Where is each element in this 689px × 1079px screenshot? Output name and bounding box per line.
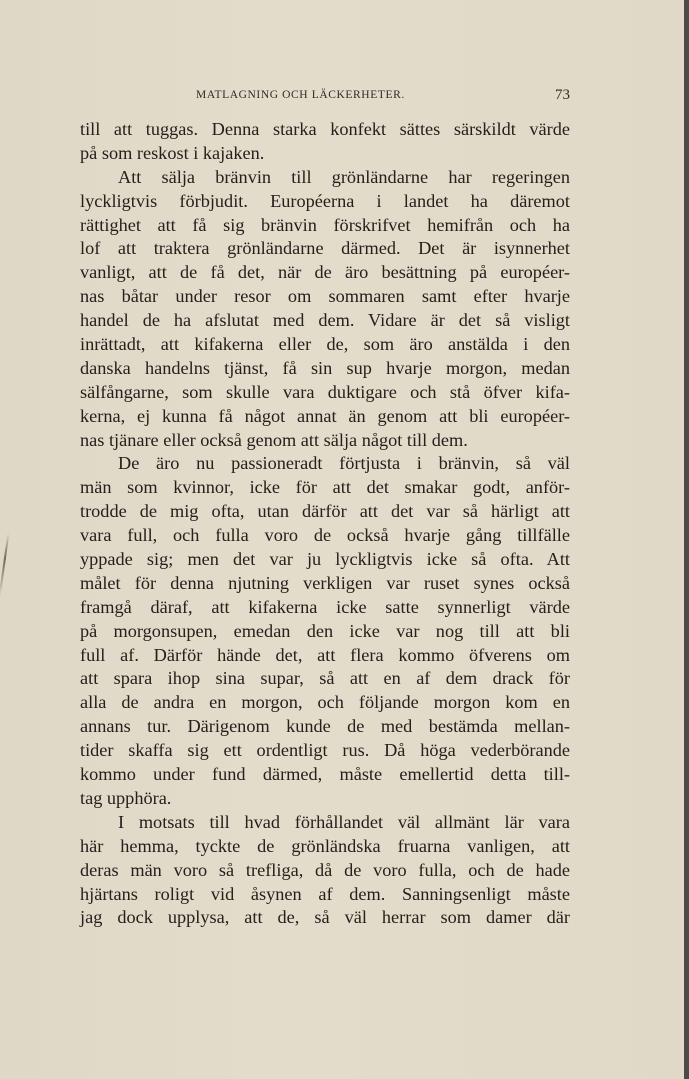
running-title: MATLAGNING OCH LÄCKERHETER.	[196, 89, 405, 101]
text-line: danska handelns tjänst, få sin sup hvarje morgon, medan	[80, 357, 570, 378]
text-line: tag upphöra.	[80, 787, 172, 808]
text-line: deras män voro så trefliga, då de voro fulla, och de hade	[80, 859, 570, 880]
text-line: nas tjänare eller också genom att sälja något till dem.	[80, 429, 468, 450]
text-line: på som reskost i kajaken.	[80, 142, 265, 163]
text-line: framgå däraf, att kifakerna icke satte synnerligt värde	[80, 596, 570, 617]
text-line: trodde de mig ofta, utan därför att det var så härligt att	[80, 501, 570, 522]
text-line: I motsats till hvad förhållandet väl allmänt lär vara	[118, 811, 570, 832]
text-line: vanligt, att de få det, när de äro besättning på européer-	[80, 262, 570, 283]
text-line: hjärtans roligt vid åsynen af dem. Sanningsenligt måste	[80, 883, 570, 904]
body-text	[80, 118, 570, 930]
text-line: rättighet att få sig bränvin förskrifvet hemifrån och ha	[80, 214, 570, 235]
text-line: yppade sig; men det var ju lyckligtvis icke så ofta. Att	[80, 549, 570, 570]
text-line: män som kvinnor, icke för att det smakar godt, anför-	[80, 477, 570, 498]
text-line: inrättadt, att kifakerna eller de, som äro anstälda i den	[80, 334, 570, 355]
text-line: full af. Därför hände det, att flera kommo öfverens om	[80, 644, 570, 665]
margin-pencil-mark	[0, 533, 9, 597]
running-head	[80, 89, 570, 107]
text-line: kommo under fund därmed, måste emellertid detta till-	[80, 764, 570, 785]
text-line: alla de andra en morgon, och följande morgon kom en	[80, 692, 570, 713]
text-line: här hemma, tyckte de grönländska fruarna vanligen, att	[80, 835, 570, 856]
text-line: kerna, ej kunna få något annat än genom att bli européer-	[80, 405, 570, 426]
text-line: lyckligtvis förbjudit. Européerna i landet ha däremot	[80, 190, 570, 211]
text-line: nas båtar under resor om sommaren samt efter hvarje	[80, 286, 570, 307]
text-line: till att tuggas. Denna starka konfekt sättes särskildt värde	[80, 119, 570, 139]
text-line: annans tur. Därigenom kunde de med bestämda mellan-	[80, 716, 570, 737]
text-line: tider skaffa sig ett ordentligt rus. Då höga vederbörande	[80, 740, 570, 761]
text-line: De äro nu passioneradt förtjusta i bränvin, så väl	[118, 453, 570, 474]
text-line: att spara ihop sina supar, så att en af dem drack för	[80, 668, 570, 689]
text-line: handel de ha afslutat med dem. Vidare är det så visligt	[80, 310, 570, 331]
page-edge	[684, 0, 689, 1079]
text-line: jag dock upplysa, att de, så väl herrar som damer där	[80, 907, 570, 928]
text-line: sälfångarne, som skulle vara duktigare och stå öfver kifa-	[80, 381, 570, 402]
text-line: vara full, och fulla voro de också hvarje gång tillfälle	[80, 525, 570, 546]
text-line: på morgonsupen, emedan den icke var nog till att bli	[80, 620, 570, 641]
text-line: målet för denna njutning verkligen var ruset synes också	[80, 572, 570, 593]
page-number: 73	[555, 87, 570, 103]
text-line: lof att traktera grönländarne därmed. Det är isynnerhet	[80, 238, 570, 259]
text-line: Att sälja bränvin till grönländarne har regeringen	[118, 166, 570, 187]
